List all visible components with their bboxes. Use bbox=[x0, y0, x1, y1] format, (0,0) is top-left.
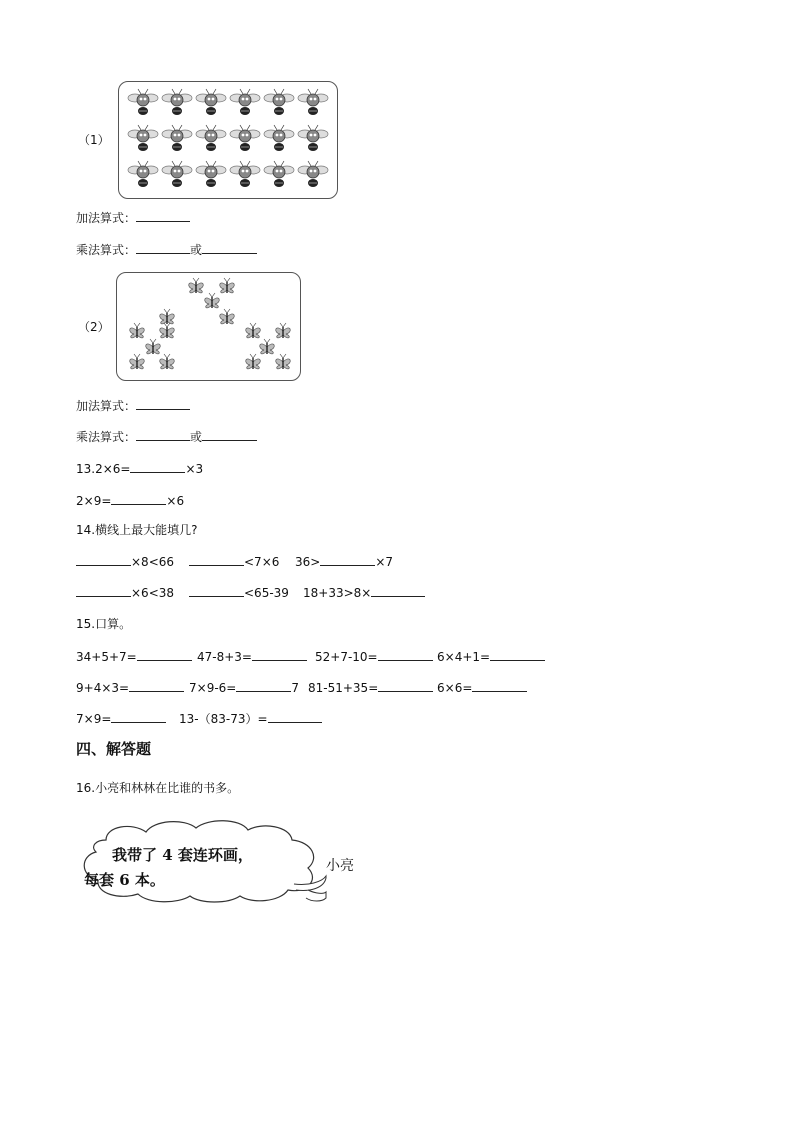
answer-blank[interactable] bbox=[472, 679, 527, 692]
q13-text: 13.2×6= bbox=[76, 462, 131, 476]
answer-blank[interactable] bbox=[136, 241, 190, 254]
bee-icon bbox=[128, 89, 158, 115]
answer-blank[interactable] bbox=[111, 492, 166, 505]
q13-text: ×6 bbox=[166, 494, 185, 508]
q15-text: 47-8+3= bbox=[197, 650, 252, 664]
bee-icon bbox=[264, 125, 294, 151]
q15-item bbox=[437, 679, 527, 695]
q13-text: ×3 bbox=[185, 462, 204, 476]
q15-item bbox=[76, 679, 184, 695]
q15-text: 13-（83-73）= bbox=[179, 712, 268, 726]
bee-icon bbox=[128, 125, 158, 151]
answer-blank[interactable] bbox=[76, 553, 131, 566]
bee-icon bbox=[162, 89, 192, 115]
butterfly-icon bbox=[130, 354, 145, 369]
bubble-text-line-1: 我带了 4 套连环画， bbox=[112, 846, 253, 864]
mul-formula-row-1 bbox=[76, 241, 257, 258]
q14-item bbox=[303, 584, 425, 600]
bee-icon bbox=[196, 89, 226, 115]
butterfly-icon bbox=[220, 278, 235, 293]
bee-icon bbox=[298, 89, 328, 115]
add-formula-label: 加法算式： bbox=[76, 211, 137, 225]
mul-formula-row-2 bbox=[76, 428, 257, 445]
answer-blank[interactable] bbox=[490, 648, 545, 661]
q14-text: ×6<38 bbox=[131, 586, 175, 600]
answer-blank[interactable] bbox=[111, 710, 166, 723]
bee-icon bbox=[230, 89, 260, 115]
bee-icon bbox=[264, 89, 294, 115]
answer-blank[interactable] bbox=[202, 428, 257, 441]
butterfly-icon bbox=[205, 293, 220, 308]
section-heading: 四、解答题 bbox=[76, 740, 152, 758]
bee-icon bbox=[162, 125, 192, 151]
answer-blank[interactable] bbox=[76, 584, 131, 597]
butterfly-icon bbox=[160, 309, 175, 324]
q15-item bbox=[76, 648, 192, 664]
bee-icon bbox=[128, 161, 158, 187]
butterfly-icon bbox=[276, 354, 291, 369]
q13-line-2 bbox=[76, 492, 184, 508]
butterfly-icon bbox=[260, 339, 275, 354]
or-text: 或 bbox=[190, 243, 203, 257]
q15-text: 52+7-10= bbox=[315, 650, 378, 664]
butterfly-grid bbox=[117, 273, 300, 380]
bee-picture-box bbox=[118, 81, 338, 199]
answer-blank[interactable] bbox=[252, 648, 307, 661]
butterfly-icon bbox=[130, 323, 145, 338]
q15-item bbox=[179, 710, 322, 727]
q15-item bbox=[308, 679, 433, 695]
butterfly-icon bbox=[189, 278, 204, 293]
answer-blank[interactable] bbox=[189, 553, 244, 566]
answer-blank[interactable] bbox=[136, 428, 190, 441]
q13-line-1 bbox=[76, 460, 203, 476]
bee-icon bbox=[298, 161, 328, 187]
speaker-name: 小亮 bbox=[326, 858, 354, 874]
q15-text: 9+4×3= bbox=[76, 681, 130, 695]
q15-text: 34+5+7= bbox=[76, 650, 137, 664]
butterfly-icon bbox=[220, 309, 235, 324]
answer-blank[interactable] bbox=[130, 460, 185, 473]
q15-text: 7×9= bbox=[76, 712, 112, 726]
answer-blank[interactable] bbox=[268, 710, 322, 723]
q14-item bbox=[76, 584, 174, 600]
butterfly-icon bbox=[160, 323, 175, 338]
bee-icon bbox=[298, 125, 328, 151]
add-formula-label: 加法算式： bbox=[76, 399, 137, 413]
q15-item bbox=[76, 710, 166, 726]
mul-formula-label: 乘法算式： bbox=[76, 243, 137, 257]
answer-blank[interactable] bbox=[189, 584, 244, 597]
bubble-text-line-2: 每套 6 本。 bbox=[84, 871, 165, 889]
q14-text: <7×6 bbox=[244, 555, 280, 569]
q15-text: 7×9-6= bbox=[189, 681, 237, 695]
answer-blank[interactable] bbox=[137, 648, 192, 661]
bee-icon bbox=[162, 161, 192, 187]
q13-text: 2×9= bbox=[76, 494, 112, 508]
or-text: 或 bbox=[190, 430, 203, 444]
butterfly-picture-box bbox=[116, 272, 301, 381]
answer-blank[interactable] bbox=[378, 648, 433, 661]
q15-text: 6×6= bbox=[437, 681, 473, 695]
part2-label: （2） bbox=[78, 320, 110, 334]
q16-title: 16.小亮和林林在比谁的书多。 bbox=[76, 781, 240, 795]
butterfly-icon bbox=[276, 323, 291, 338]
q14-item bbox=[189, 553, 279, 569]
add-formula-row-1 bbox=[76, 209, 190, 226]
answer-blank[interactable] bbox=[202, 241, 257, 254]
bee-icon bbox=[230, 161, 260, 187]
q14-item bbox=[76, 553, 174, 569]
q15-text: 81-51+35= bbox=[308, 681, 379, 695]
q15-item bbox=[197, 648, 307, 664]
butterfly-icon bbox=[246, 323, 261, 338]
q14-text: <65-39 bbox=[244, 586, 289, 600]
butterfly-icon bbox=[246, 354, 261, 369]
q14-text: ×8<66 bbox=[131, 555, 175, 569]
answer-blank[interactable] bbox=[371, 584, 425, 597]
q15-text: 7 bbox=[291, 681, 299, 695]
q14-text: ×7 bbox=[375, 555, 394, 569]
add-formula-row-2 bbox=[76, 397, 190, 414]
q14-item bbox=[295, 553, 393, 569]
butterfly-icon bbox=[160, 354, 175, 369]
bee-icon bbox=[196, 161, 226, 187]
q15-title: 15.口算。 bbox=[76, 617, 132, 631]
q15-item bbox=[315, 648, 433, 664]
q15-item bbox=[189, 679, 299, 695]
bee-icon bbox=[264, 161, 294, 187]
q15-text: 6×4+1= bbox=[437, 650, 491, 664]
bee-grid bbox=[119, 82, 337, 198]
q14-title: 14.横线上最大能填几? bbox=[76, 523, 198, 537]
part1-label: （1） bbox=[78, 133, 110, 147]
answer-blank[interactable] bbox=[320, 553, 375, 566]
mul-formula-label: 乘法算式： bbox=[76, 430, 137, 444]
answer-blank[interactable] bbox=[236, 679, 291, 692]
answer-blank[interactable] bbox=[378, 679, 433, 692]
bee-icon bbox=[230, 125, 260, 151]
q14-item bbox=[189, 584, 289, 600]
q15-item bbox=[437, 648, 545, 664]
bee-icon bbox=[196, 125, 226, 151]
answer-blank[interactable] bbox=[129, 679, 184, 692]
butterfly-icon bbox=[146, 339, 161, 354]
q14-text: 36> bbox=[295, 555, 321, 569]
answer-blank[interactable] bbox=[136, 397, 190, 410]
answer-blank[interactable] bbox=[136, 209, 190, 222]
q14-text: 18+33>8× bbox=[303, 586, 372, 600]
